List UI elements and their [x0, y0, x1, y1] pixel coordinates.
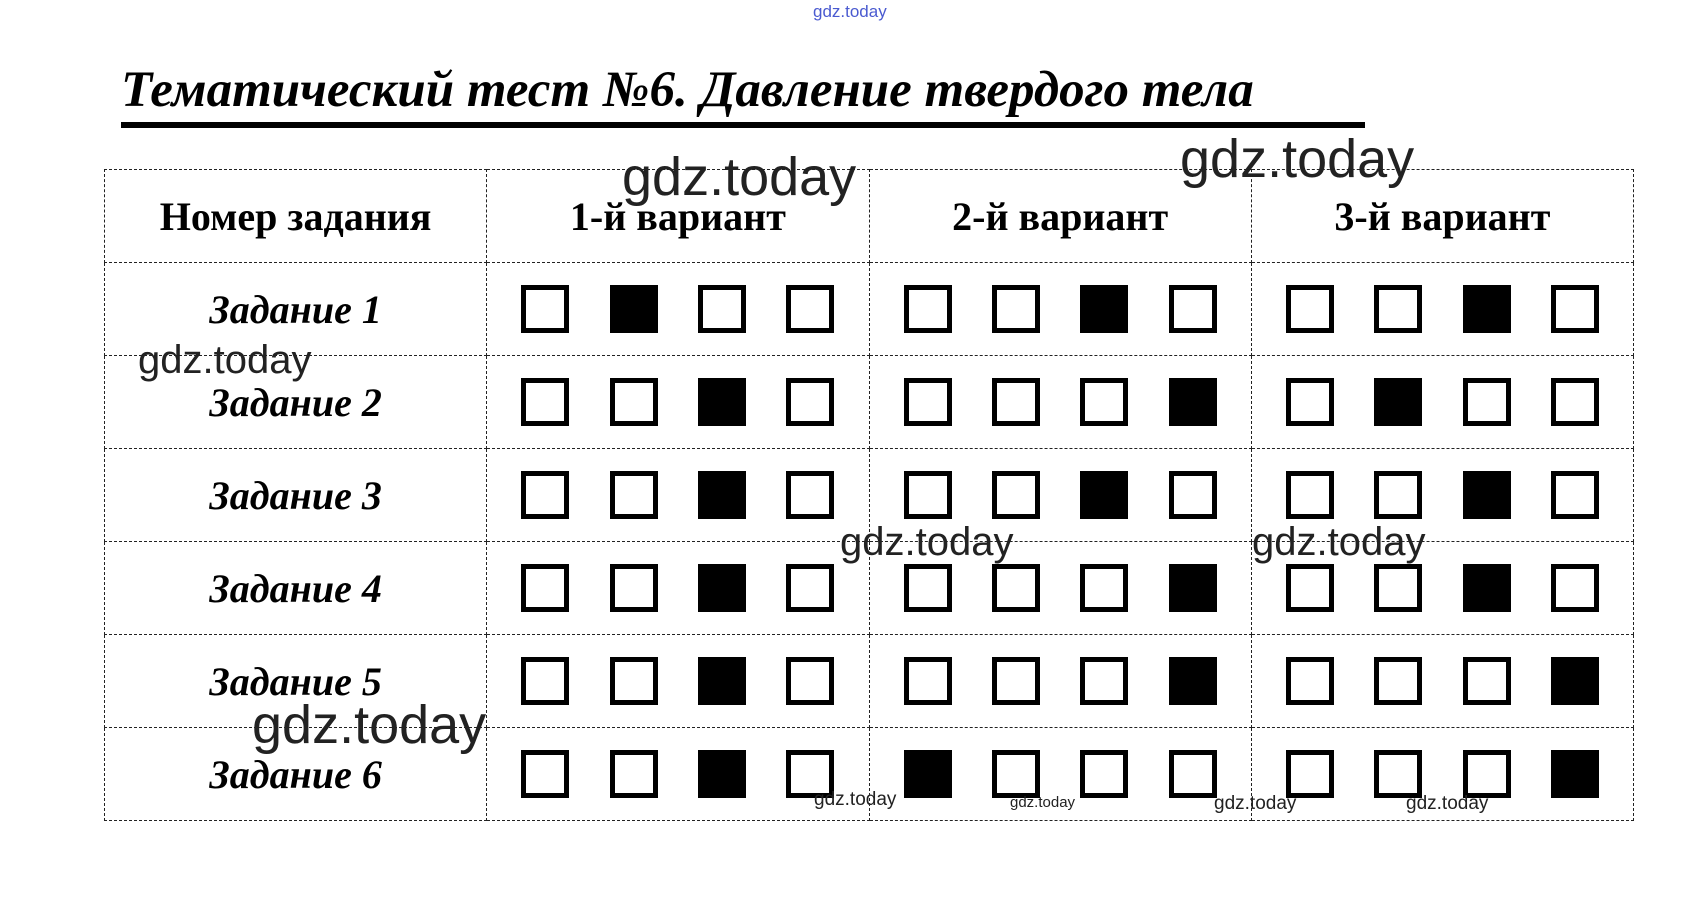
- answer-box-empty: [992, 378, 1040, 426]
- variant-1-answers: [487, 449, 869, 542]
- answer-box-empty: [786, 657, 834, 705]
- watermark: gdz.today: [1252, 520, 1426, 564]
- answer-box-empty: [1169, 285, 1217, 333]
- watermark: gdz.today: [252, 695, 487, 755]
- answer-box-empty: [1286, 285, 1334, 333]
- answer-box-checked: [698, 471, 746, 519]
- answer-box-empty: [521, 471, 569, 519]
- answer-box-empty: [1374, 564, 1422, 612]
- variant-1-answers: [487, 728, 869, 821]
- variant-2-answers: [869, 542, 1251, 635]
- answer-box-empty: [786, 285, 834, 333]
- answer-box-checked: [1080, 285, 1128, 333]
- answer-options: [487, 750, 868, 798]
- answer-box-checked: [698, 378, 746, 426]
- answer-box-empty: [1374, 285, 1422, 333]
- answer-box-empty: [992, 564, 1040, 612]
- answer-box-empty: [610, 471, 658, 519]
- variant-3-answers: [1251, 635, 1633, 728]
- answer-box-checked: [1551, 750, 1599, 798]
- task-row: [105, 728, 1634, 821]
- answer-box-empty: [1551, 378, 1599, 426]
- answer-box-empty: [521, 378, 569, 426]
- task-row: [105, 263, 1634, 356]
- task-row: [105, 542, 1634, 635]
- answer-box-empty: [904, 378, 952, 426]
- task-label: Задание 6: [105, 728, 487, 821]
- answer-options: [870, 657, 1251, 705]
- header-variant-1: 1-й вариант: [487, 170, 869, 263]
- title-underline: [121, 122, 1365, 128]
- answer-box-empty: [1374, 750, 1422, 798]
- answer-box-empty: [992, 285, 1040, 333]
- answer-box-empty: [786, 378, 834, 426]
- watermark: gdz.today: [840, 520, 1014, 564]
- answer-box-checked: [1374, 378, 1422, 426]
- answer-options: [1252, 378, 1633, 426]
- variant-1-answers: [487, 263, 869, 356]
- answer-box-empty: [698, 285, 746, 333]
- page-title: Тематический тест №6. Давление твердого тела: [121, 62, 1254, 118]
- task-label: Задание 2: [105, 356, 487, 449]
- variant-2-answers: [869, 263, 1251, 356]
- answer-options: [487, 285, 868, 333]
- answer-box-empty: [1374, 471, 1422, 519]
- answer-box-empty: [786, 750, 834, 798]
- header-row: [105, 170, 1634, 263]
- answer-box-empty: [521, 657, 569, 705]
- answer-box-empty: [904, 564, 952, 612]
- answer-box-checked: [1463, 285, 1511, 333]
- answer-options: [1252, 564, 1633, 612]
- answer-box-empty: [610, 750, 658, 798]
- watermark: gdz.today: [1010, 794, 1076, 811]
- variant-1-answers: [487, 542, 869, 635]
- answer-box-empty: [1551, 471, 1599, 519]
- variant-1-answers: [487, 635, 869, 728]
- answer-box-checked: [904, 750, 952, 798]
- answer-options: [487, 564, 868, 612]
- answer-box-empty: [1551, 564, 1599, 612]
- answer-box-checked: [1080, 471, 1128, 519]
- answer-box-empty: [521, 285, 569, 333]
- answer-box-checked: [1463, 471, 1511, 519]
- answer-box-empty: [1169, 750, 1217, 798]
- answer-box-empty: [1080, 657, 1128, 705]
- answer-box-empty: [1286, 750, 1334, 798]
- variant-2-answers: [869, 356, 1251, 449]
- variant-3-answers: [1251, 542, 1633, 635]
- answer-box-empty: [610, 564, 658, 612]
- answer-box-empty: [1374, 657, 1422, 705]
- answer-box-checked: [1169, 378, 1217, 426]
- answer-options: [870, 750, 1251, 798]
- answer-box-empty: [1463, 378, 1511, 426]
- watermark: gdz.today: [1214, 793, 1297, 814]
- answer-box-empty: [1463, 750, 1511, 798]
- task-label: Задание 4: [105, 542, 487, 635]
- answer-body: [105, 263, 1634, 821]
- answer-box-empty: [992, 471, 1040, 519]
- answer-box-checked: [610, 285, 658, 333]
- answer-box-empty: [521, 564, 569, 612]
- watermark: gdz.today: [622, 147, 857, 207]
- variant-3-answers: [1251, 356, 1633, 449]
- answer-box-empty: [1551, 285, 1599, 333]
- answer-box-checked: [1551, 657, 1599, 705]
- answer-box-empty: [610, 657, 658, 705]
- task-label: Задание 1: [105, 263, 487, 356]
- answer-options: [487, 378, 868, 426]
- answer-box-empty: [1169, 471, 1217, 519]
- answer-table: [104, 169, 1634, 821]
- watermark: gdz.today: [1180, 129, 1415, 189]
- answer-box-checked: [1169, 564, 1217, 612]
- variant-3-answers: [1251, 263, 1633, 356]
- answer-options: [870, 564, 1251, 612]
- answer-box-empty: [992, 750, 1040, 798]
- variant-1-answers: [487, 356, 869, 449]
- answer-box-empty: [1286, 378, 1334, 426]
- answer-box-empty: [904, 471, 952, 519]
- header-variant-2: 2-й вариант: [869, 170, 1251, 263]
- answer-box-empty: [1286, 657, 1334, 705]
- answer-box-checked: [1169, 657, 1217, 705]
- task-label: Задание 3: [105, 449, 487, 542]
- watermark: gdz.today: [814, 789, 897, 810]
- variant-2-answers: [869, 728, 1251, 821]
- answer-box-empty: [1286, 471, 1334, 519]
- variant-2-answers: [869, 635, 1251, 728]
- answer-box-empty: [1080, 378, 1128, 426]
- answer-options: [1252, 657, 1633, 705]
- variant-2-answers: [869, 449, 1251, 542]
- answer-box-empty: [1080, 750, 1128, 798]
- answer-box-empty: [904, 657, 952, 705]
- answer-options: [487, 471, 868, 519]
- watermark: gdz.today: [1406, 793, 1489, 814]
- answer-box-checked: [698, 750, 746, 798]
- answer-box-empty: [992, 657, 1040, 705]
- variant-3-answers: [1251, 449, 1633, 542]
- answer-box-empty: [786, 471, 834, 519]
- answer-box-empty: [1286, 564, 1334, 612]
- answer-box-empty: [786, 564, 834, 612]
- task-row: [105, 635, 1634, 728]
- watermark-top: gdz.today: [813, 2, 887, 21]
- answer-options: [870, 285, 1251, 333]
- answer-options: [1252, 471, 1633, 519]
- answer-box-empty: [521, 750, 569, 798]
- answer-box-empty: [1463, 657, 1511, 705]
- answer-box-checked: [698, 657, 746, 705]
- task-row: [105, 449, 1634, 542]
- task-label: Задание 5: [105, 635, 487, 728]
- task-row: [105, 356, 1634, 449]
- answer-box-empty: [904, 285, 952, 333]
- header-task-number: Номер задания: [105, 170, 487, 263]
- answer-options: [487, 657, 868, 705]
- answer-options: [1252, 285, 1633, 333]
- answer-options: [1252, 750, 1633, 798]
- answer-options: [870, 471, 1251, 519]
- answer-box-empty: [610, 378, 658, 426]
- variant-3-answers: [1251, 728, 1633, 821]
- answer-box-checked: [698, 564, 746, 612]
- watermark: gdz.today: [138, 338, 312, 382]
- header-variant-3: 3-й вариант: [1251, 170, 1633, 263]
- answer-box-checked: [1463, 564, 1511, 612]
- answer-box-empty: [1080, 564, 1128, 612]
- answer-options: [870, 378, 1251, 426]
